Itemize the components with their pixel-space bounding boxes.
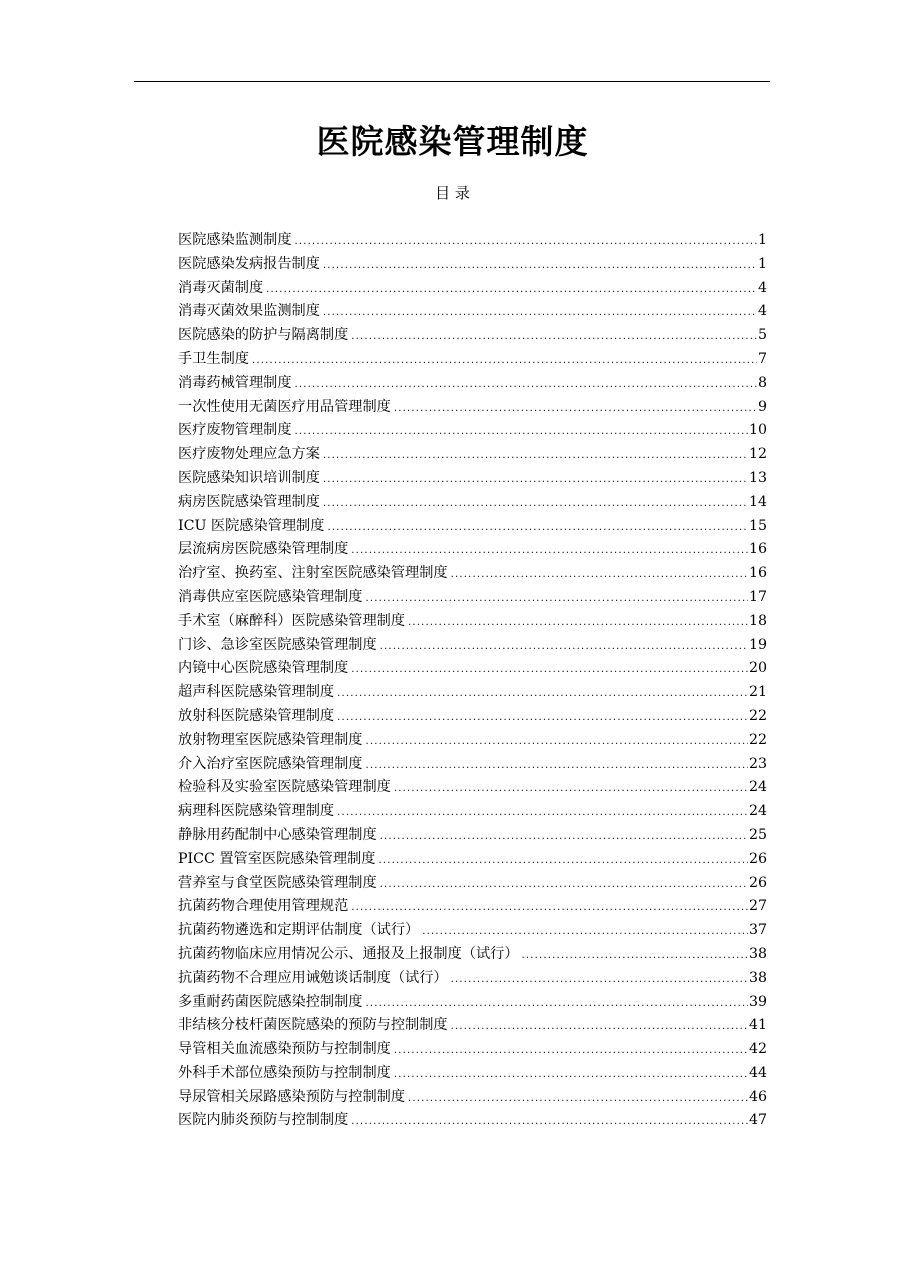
toc-entry[interactable] [178, 967, 767, 991]
toc-entry-page-number: 22 [748, 707, 767, 724]
toc-dot-leader [365, 754, 747, 778]
toc-entry[interactable] [178, 372, 767, 396]
toc-entry[interactable] [178, 1062, 767, 1086]
toc-entry[interactable] [178, 895, 767, 919]
document-title: 医院感染管理制度 [316, 122, 589, 161]
toc-entry-page-number: 41 [748, 1017, 767, 1034]
toc-entry-title: 病房医院感染管理制度 [178, 493, 320, 510]
toc-dot-leader [337, 682, 748, 706]
toc-entry[interactable] [178, 943, 767, 967]
toc-entry[interactable] [178, 776, 767, 800]
toc-entry[interactable] [178, 538, 767, 562]
toc-dot-leader [252, 349, 757, 373]
toc-entry-page-number: 7 [757, 350, 767, 367]
toc-entry[interactable] [178, 848, 767, 872]
toc-entry-title: 放射物理室医院感染管理制度 [178, 731, 363, 748]
toc-entry-title: 抗菌药物合理使用管理规范 [178, 898, 349, 915]
toc-dot-leader [394, 1039, 748, 1063]
toc-entry-title: 消毒供应室医院感染管理制度 [178, 588, 363, 605]
toc-entry[interactable] [178, 634, 767, 658]
toc-entry-title: 抗菌药物临床应用情况公示、通报及上报制度（试行） [178, 945, 519, 962]
toc-entry-title: 非结核分枝杆菌医院感染的预防与控制制度 [178, 1017, 448, 1034]
toc-entry[interactable] [178, 919, 767, 943]
toc-entry-title: 营养室与食堂医院感染管理制度 [178, 874, 377, 891]
toc-entry[interactable] [178, 467, 767, 491]
toc-entry-page-number: 9 [757, 398, 767, 415]
toc-dot-leader [422, 920, 748, 944]
toc-entry[interactable] [178, 991, 767, 1015]
toc-dot-leader [323, 444, 748, 468]
toc-entry-page-number: 4 [757, 279, 767, 296]
toc-dot-leader [451, 563, 748, 587]
toc-entry-title: 内镜中心医院感染管理制度 [178, 660, 349, 677]
toc-entry-title: 放射科医院感染管理制度 [178, 707, 335, 724]
toc-entry-title: 介入治疗室医院感染管理制度 [178, 755, 363, 772]
toc-entry-title: 医院感染发病报告制度 [178, 255, 320, 272]
toc-entry-page-number: 39 [748, 993, 767, 1010]
toc-entry[interactable] [178, 491, 767, 515]
toc-entry-title: 一次性使用无菌医疗用品管理制度 [178, 398, 391, 415]
toc-dot-leader [323, 492, 748, 516]
table-of-contents [178, 229, 767, 1133]
toc-entry[interactable] [178, 800, 767, 824]
toc-entry-title: 静脉用药配制中心感染管理制度 [178, 826, 377, 843]
toc-dot-leader [394, 397, 757, 421]
toc-dot-leader [451, 968, 748, 992]
toc-entry-page-number: 15 [748, 517, 767, 534]
header-rule [134, 81, 770, 82]
toc-dot-leader [408, 611, 748, 635]
toc-dot-leader [351, 658, 748, 682]
toc-entry-title: 医疗废物处理应急方案 [178, 446, 320, 463]
toc-entry-title: 医院感染知识培训制度 [178, 469, 320, 486]
toc-entry-title: 导尿管相关尿路感染预防与控制制度 [178, 1088, 406, 1105]
toc-entry[interactable] [178, 1014, 767, 1038]
toc-dot-leader [337, 706, 748, 730]
toc-dot-leader [451, 1015, 748, 1039]
toc-dot-leader [327, 516, 748, 540]
toc-dot-leader [365, 992, 747, 1016]
toc-entry-page-number: 17 [748, 588, 767, 605]
toc-entry-page-number: 21 [748, 684, 767, 701]
toc-entry-page-number: 38 [748, 969, 767, 986]
toc-entry-page-number: 10 [748, 422, 767, 439]
toc-entry-title: 手术室（麻醉科）医院感染管理制度 [178, 612, 406, 629]
toc-entry-page-number: 4 [757, 303, 767, 320]
toc-dot-leader [365, 730, 747, 754]
toc-entry-title: 多重耐药菌医院感染控制制度 [178, 993, 363, 1010]
toc-dot-leader [295, 373, 757, 397]
toc-entry-page-number: 13 [748, 469, 767, 486]
toc-entry[interactable] [178, 872, 767, 896]
toc-dot-leader [351, 896, 748, 920]
toc-entry-page-number: 26 [748, 850, 767, 867]
toc-entry[interactable] [178, 1109, 767, 1133]
toc-entry-title: ICU 医院感染管理制度 [178, 517, 325, 534]
toc-dot-leader [266, 278, 757, 302]
toc-entry[interactable] [178, 229, 767, 253]
toc-dot-leader [380, 825, 748, 849]
toc-dot-leader [380, 635, 748, 659]
toc-entry-page-number: 14 [748, 493, 767, 510]
toc-entry-title: 医疗废物管理制度 [178, 422, 292, 439]
toc-entry-page-number: 26 [748, 874, 767, 891]
toc-entry[interactable] [178, 1086, 767, 1110]
toc-dot-leader [295, 420, 748, 444]
toc-entry[interactable] [178, 324, 767, 348]
toc-entry[interactable] [178, 253, 767, 277]
toc-entry-page-number: 1 [757, 255, 767, 272]
toc-dot-leader [394, 1063, 748, 1087]
toc-entry-title: 外科手术部位感染预防与控制制度 [178, 1064, 391, 1081]
toc-dot-leader [365, 587, 747, 611]
toc-entry-title: 导管相关血流感染预防与控制制度 [178, 1041, 391, 1058]
toc-entry-page-number: 1 [757, 232, 767, 248]
toc-entry[interactable] [178, 300, 767, 324]
toc-dot-leader [522, 944, 748, 968]
toc-entry-page-number: 44 [748, 1064, 767, 1081]
toc-entry-page-number: 25 [748, 826, 767, 843]
toc-entry-page-number: 22 [748, 731, 767, 748]
toc-entry-title: 抗菌药物不合理应用诫勉谈话制度（试行） [178, 969, 448, 986]
toc-entry[interactable] [178, 562, 767, 586]
toc-entry-title: 消毒灭菌效果监测制度 [178, 303, 320, 320]
toc-entry[interactable] [178, 586, 767, 610]
toc-dot-leader [323, 301, 757, 325]
toc-entry-page-number: 12 [748, 446, 767, 463]
toc-entry-title: 病理科医院感染管理制度 [178, 803, 335, 820]
toc-entry-title: 门诊、急诊室医院感染管理制度 [178, 636, 377, 653]
toc-entry[interactable] [178, 705, 767, 729]
toc-entry-title: 手卫生制度 [178, 350, 249, 367]
toc-entry-title: 医院感染监测制度 [178, 232, 292, 248]
toc-entry-page-number: 5 [757, 327, 767, 344]
toc-dot-leader [337, 801, 748, 825]
toc-entry-page-number: 38 [748, 945, 767, 962]
toc-entry-page-number: 27 [748, 898, 767, 915]
toc-entry[interactable] [178, 443, 767, 467]
toc-entry-title: 检验科及实验室医院感染管理制度 [178, 779, 391, 796]
toc-entry[interactable] [178, 348, 767, 372]
toc-dot-leader [351, 325, 757, 349]
toc-dot-leader [323, 468, 748, 492]
toc-dot-leader [323, 254, 757, 278]
toc-dot-leader [408, 1087, 748, 1111]
toc-entry[interactable] [178, 824, 767, 848]
toc-entry-page-number: 46 [748, 1088, 767, 1105]
toc-dot-leader [351, 539, 748, 563]
toc-entry-page-number: 24 [748, 779, 767, 796]
toc-entry[interactable] [178, 515, 767, 539]
toc-entry-page-number: 47 [748, 1112, 767, 1129]
toc-entry-title: 治疗室、换药室、注射室医院感染管理制度 [178, 565, 448, 582]
toc-entry[interactable] [178, 729, 767, 753]
toc-entry-page-number: 8 [757, 374, 767, 391]
toc-entry[interactable] [178, 681, 767, 705]
toc-entry-title: 超声科医院感染管理制度 [178, 684, 335, 701]
toc-entry-title: PICC 置管室医院感染管理制度 [178, 850, 376, 867]
toc-entry[interactable] [178, 277, 767, 301]
toc-dot-leader [380, 873, 748, 897]
toc-dot-leader [295, 230, 757, 254]
toc-entry-title: 抗菌药物遴选和定期评估制度（试行） [178, 922, 420, 939]
toc-entry[interactable] [178, 396, 767, 420]
toc-entry[interactable] [178, 419, 767, 443]
toc-dot-leader [351, 1110, 748, 1134]
toc-entry-title: 消毒药械管理制度 [178, 374, 292, 391]
toc-entry-page-number: 19 [748, 636, 767, 653]
toc-entry-page-number: 16 [748, 565, 767, 582]
toc-dot-leader [394, 777, 748, 801]
toc-entry-title: 消毒灭菌制度 [178, 279, 264, 296]
toc-heading: 目 录 [435, 184, 470, 202]
toc-entry-title: 医院感染的防护与隔离制度 [178, 327, 349, 344]
toc-entry[interactable] [178, 610, 767, 634]
toc-entry-title: 医院内肺炎预防与控制制度 [178, 1112, 349, 1129]
toc-entry-page-number: 24 [748, 803, 767, 820]
toc-entry-page-number: 16 [748, 541, 767, 558]
toc-entry-title: 层流病房医院感染管理制度 [178, 541, 349, 558]
toc-entry[interactable] [178, 657, 767, 681]
toc-entry-page-number: 37 [748, 922, 767, 939]
toc-entry[interactable] [178, 1038, 767, 1062]
toc-entry-page-number: 20 [748, 660, 767, 677]
toc-entry-page-number: 18 [748, 612, 767, 629]
toc-dot-leader [378, 849, 748, 873]
toc-entry-page-number: 23 [748, 755, 767, 772]
toc-entry-page-number: 42 [748, 1041, 767, 1058]
toc-entry[interactable] [178, 753, 767, 777]
